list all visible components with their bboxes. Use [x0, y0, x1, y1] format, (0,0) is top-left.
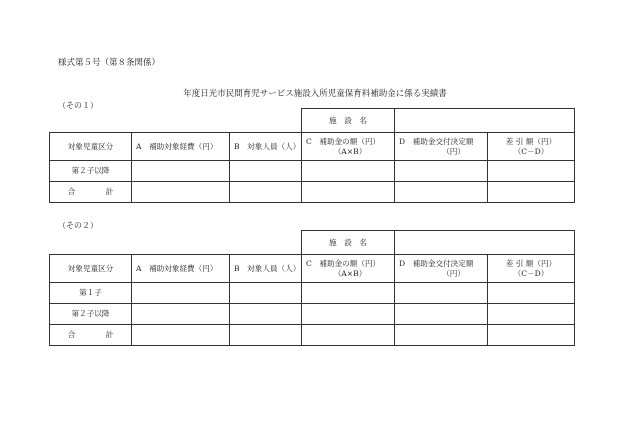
cell-d[interactable]	[395, 325, 488, 346]
row-label-total: 合 計	[50, 325, 132, 346]
cell-b[interactable]	[230, 304, 302, 325]
cell-e[interactable]	[488, 325, 575, 346]
section2-label: （その２）	[58, 221, 98, 230]
header-category: 対象児童区分	[50, 133, 132, 161]
cell-d[interactable]	[395, 304, 488, 325]
header-col-d-line2: （円）	[442, 268, 465, 278]
header-col-d	[395, 133, 488, 161]
cell-c[interactable]	[302, 325, 395, 346]
form-number: 様式第５号（第８条関係）	[58, 58, 161, 68]
row-label: 第２子以降	[50, 161, 132, 182]
header-col-c-line2: （A×B）	[333, 146, 367, 156]
cell-a[interactable]	[132, 304, 230, 325]
header-col-c-line2: （A×B）	[333, 268, 367, 278]
facility-name-field[interactable]	[395, 231, 575, 255]
cell-c[interactable]	[302, 304, 395, 325]
header-col-c	[302, 255, 395, 283]
facility-name-label: 施 設 名	[302, 109, 395, 133]
row-label: 第２子以降	[50, 304, 132, 325]
table-row	[50, 304, 575, 325]
header-col-d	[395, 255, 488, 283]
header-col-e-line2: （C－D）	[513, 268, 549, 278]
blank-area	[50, 109, 302, 133]
facility-name-field[interactable]	[395, 109, 575, 133]
cell-a[interactable]	[132, 325, 230, 346]
cell-d[interactable]	[395, 161, 488, 182]
header-col-a: A 補助対象経費（円）	[132, 255, 230, 283]
header-col-d-line2: （円）	[442, 146, 465, 156]
table-row	[50, 161, 575, 182]
cell-e[interactable]	[488, 304, 575, 325]
header-col-e	[488, 255, 575, 283]
cell-c[interactable]	[302, 161, 395, 182]
header-col-c-line1: C 補助金の額（円）	[306, 258, 381, 268]
cell-e[interactable]	[488, 182, 575, 203]
facility-name-label: 施 設 名	[302, 231, 395, 255]
cell-d[interactable]	[395, 283, 488, 304]
cell-c[interactable]	[302, 283, 395, 304]
cell-c[interactable]	[302, 182, 395, 203]
header-col-d-line1: D 補助金交付決定額	[399, 258, 474, 268]
blank-area	[50, 231, 302, 255]
cell-b[interactable]	[230, 325, 302, 346]
header-category: 対象児童区分	[50, 255, 132, 283]
table-row	[50, 283, 575, 304]
row-label: 第１子	[50, 283, 132, 304]
row-label-total: 合 計	[50, 182, 132, 203]
header-col-b: B 対象人員（人）	[230, 133, 302, 161]
header-col-b: B 対象人員（人）	[230, 255, 302, 283]
cell-d[interactable]	[395, 182, 488, 203]
cell-b[interactable]	[230, 161, 302, 182]
table-row-total	[50, 325, 575, 346]
cell-e[interactable]	[488, 283, 575, 304]
header-col-e-line2: （C－D）	[513, 146, 549, 156]
cell-b[interactable]	[230, 283, 302, 304]
table-row-total	[50, 182, 575, 203]
header-col-e	[488, 133, 575, 161]
cell-e[interactable]	[488, 161, 575, 182]
cell-b[interactable]	[230, 182, 302, 203]
document-title: 年度日光市民間育児サービス施設入所児童保育料補助金に係る実績書	[183, 89, 447, 99]
section1-label: （その１）	[58, 101, 98, 110]
cell-a[interactable]	[132, 283, 230, 304]
section2-table	[49, 230, 575, 346]
header-col-a: A 補助対象経費（円）	[132, 133, 230, 161]
cell-a[interactable]	[132, 161, 230, 182]
header-col-e-line1: 差 引 額（円）	[505, 136, 557, 146]
section1-table	[49, 108, 575, 203]
header-col-c-line1: C 補助金の額（円）	[306, 136, 381, 146]
header-col-e-line1: 差 引 額（円）	[505, 258, 557, 268]
header-col-c	[302, 133, 395, 161]
cell-a[interactable]	[132, 182, 230, 203]
header-col-d-line1: D 補助金交付決定額	[399, 136, 474, 146]
